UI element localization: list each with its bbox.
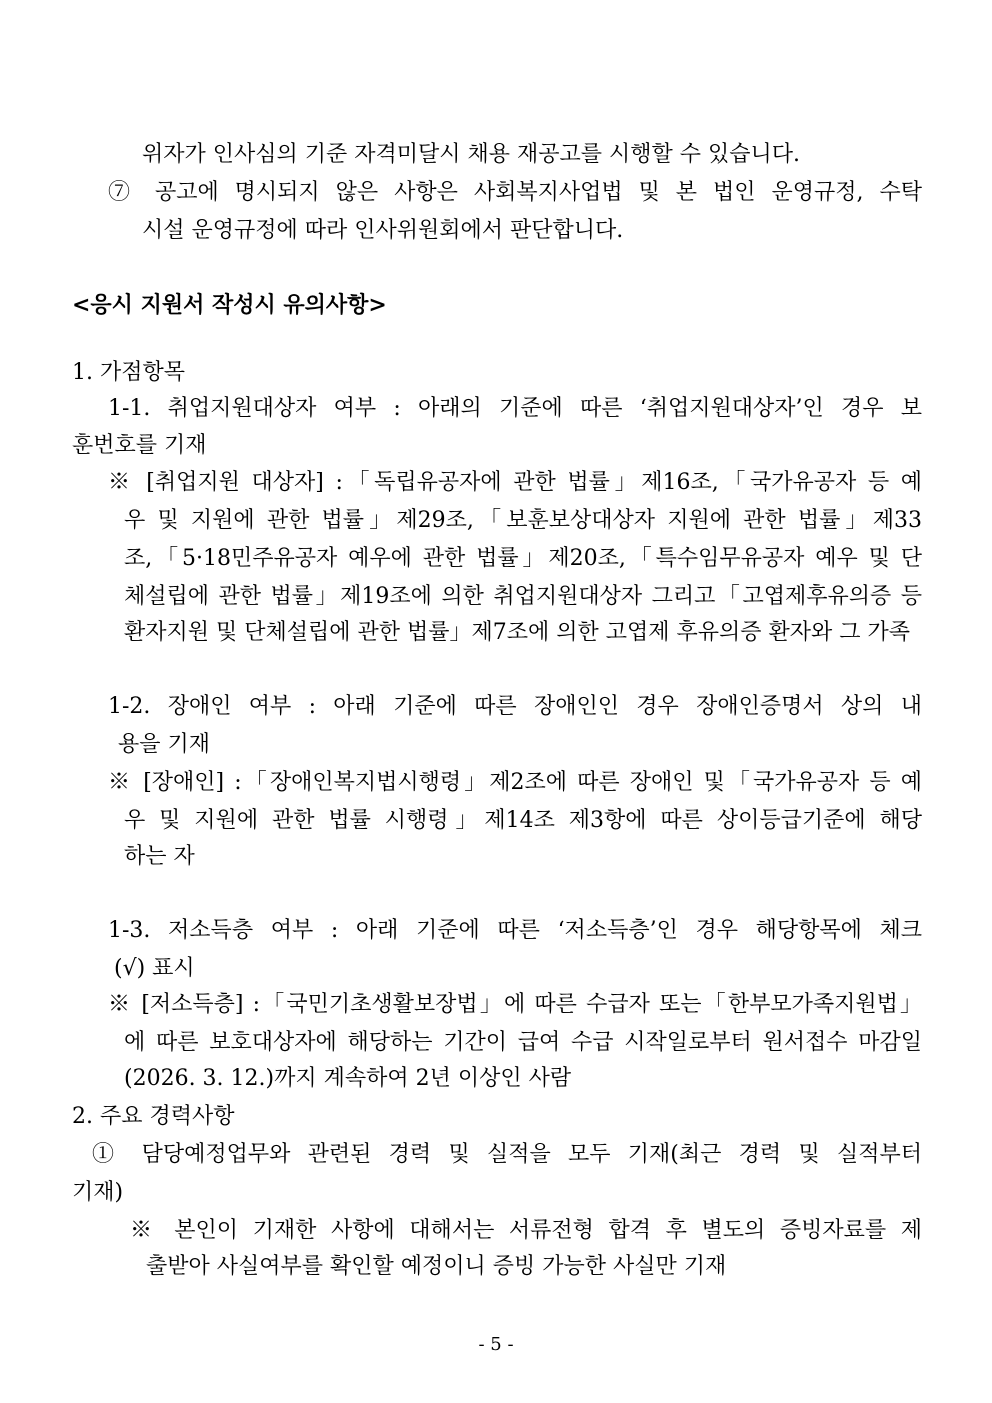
- note-line: 출받아 사실여부를 확인할 예정이니 증빙 가능한 사실만 기재: [146, 1254, 727, 1279]
- section-heading-2: 2. 주요 경력사항: [72, 1104, 235, 1129]
- list-item-7: ⑦ 공고에 명시되지 않은 사항은 사회복지사업법 및 본 법인 운영규정, 수탁: [108, 180, 922, 205]
- item-2-1: ① 담당예정업무와 관련된 경력 및 실적을 모두 기재(최근 경력 및 실적부터: [92, 1142, 922, 1167]
- note-line: 환자지원 및 단체설립에 관한 법률」제7조에 의한 고엽제 후유의증 환자와 그 가족: [124, 620, 910, 645]
- text-line: 기재): [72, 1180, 124, 1205]
- item-1-1: 1-1. 취업지원대상자 여부 : 아래의 기준에 따른 ‘취업지원대상자’인 경우 보: [108, 396, 922, 421]
- note-line: 체설립에 관한 법률」제19조에 의한 취업지원대상자 그리고「고엽제후유의증 등: [124, 584, 922, 609]
- note-line: 조,「5·18민주유공자 예우에 관한 법률」제20조,「특수임무유공자 예우 및 단: [124, 546, 922, 571]
- text-line: 용을 기재: [118, 732, 211, 757]
- text-line: 시설 운영규정에 따라 인사위원회에서 판단합니다.: [142, 218, 624, 243]
- text-line: 위자가 인사심의 기준 자격미달시 채용 재공고를 시행할 수 있습니다.: [142, 142, 800, 167]
- section-title: <응시 지원서 작성시 유의사항>: [72, 292, 387, 318]
- note-line: (2026. 3. 12.)까지 계속하여 2년 이상인 사람: [124, 1066, 572, 1091]
- note-line: 우 및 지원에 관한 법률 시행령」제14조 제3항에 따른 상이등급기준에 해당: [124, 808, 922, 833]
- note-line: 하는 자: [124, 844, 195, 869]
- text-line: (√) 표시: [114, 956, 195, 981]
- item-1-2: 1-2. 장애인 여부 : 아래 기준에 따른 장애인인 경우 장애인증명서 상의 내: [108, 694, 922, 719]
- section-heading-1: 1. 가점항목: [72, 360, 185, 385]
- note-line: 우 및 지원에 관한 법률」제29조,「보훈보상대상자 지원에 관한 법률」제33: [124, 508, 922, 533]
- note-line: 에 따른 보호대상자에 해당하는 기간이 급여 수급 시작일로부터 원서접수 마감일: [124, 1030, 922, 1055]
- note-line: ※ [취업지원 대상자] :「독립유공자에 관한 법률」제16조,「국가유공자 등 예: [108, 470, 922, 495]
- note-line: ※ 본인이 기재한 사항에 대해서는 서류전형 합격 후 별도의 증빙자료를 제: [130, 1218, 922, 1243]
- page-number: - 5 -: [478, 1334, 514, 1355]
- note-line: ※ [저소득층] :「국민기초생활보장법」에 따른 수급자 또는「한부모가족지원법」: [108, 992, 922, 1017]
- note-line: ※ [장애인] :「장애인복지법시행령」제2조에 따른 장애인 및「국가유공자 등 예: [108, 770, 922, 795]
- text-line: 훈번호를 기재: [72, 433, 207, 458]
- item-1-3: 1-3. 저소득층 여부 : 아래 기준에 따른 ‘저소득층’인 경우 해당항목에 체크: [108, 918, 922, 943]
